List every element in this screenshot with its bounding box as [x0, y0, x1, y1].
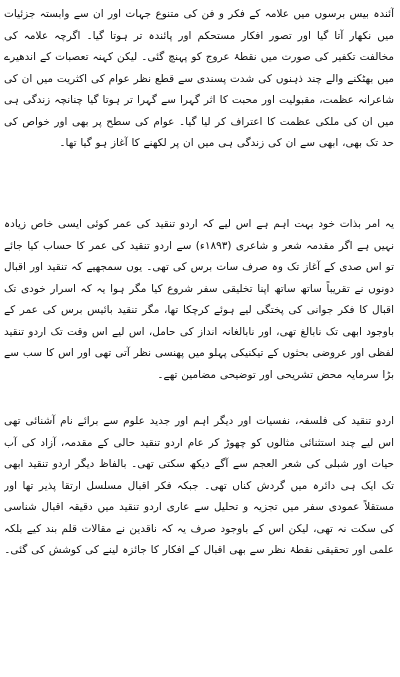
paragraph-3: اردو تنقید کی فلسفہ، نفسیات اور دیگر اہم اور جدید علوم سے برائے نام آشنائی تھی اس لیے چند استثنائی مثالوں کو چھوڑ کر عام اردو تنقید حالی کے مقدمہ، آزاد کی آب حیات اور شبلی کی شعر العجم سے آگے دیکھ سکتی تھی۔ بالفاظ دیگر اردو تنقید ابھی تک ایک ہی دائرہ میں گردش کناں تھی۔ جبکہ فکر اقبال مسلسل ارتقا پذیر تھا اور مستقلاً عمودی سفر میں تجزیہ و تحلیل سے عاری اردو تنقید میں دقیقہ اقبال شناسی کی سکت نہ تھی، لیکن اس کے باوجود صرف یہ کہ ناقدین نے مقالات قلم بند کیے بلکہ علمی اور تحقیقی نقطۂ نظر سے بھی اقبال کے افکار کا جائزہ لینے کی کوشش کی گئی۔: [4, 415, 394, 556]
paragraph-2: یہ امر بذات خود بہت اہم ہے اس لیے کہ اردو تنقید کی عمر کوئی ایسی خاص زیادہ نہیں ہے اگر مقدمہ شعر و شاعری (۱۸۹۳ء) سے اردو تنقید کی عمر کا حساب کیا جائے تو اس صدی کے آغاز تک وہ صرف سات برس کی تھی۔ یوں سمجھیے کہ تنقید اور اقبال دونوں نے تقریباً ساتھ ساتھ اپنا تخلیقی سفر شروع کیا مگر ہوا یہ کہ اسرار خودی تک اقبال کا فکر جوانی کی پختگی لیے ہوئے کرچکا تھا، مگر تنقید بائیس برس کی عمر کے باوجود ابھی تک نابالغ تھی، اور نابالغانہ انداز کی حامل، اس لیے اس وقت تک اردو تنقید لفظی اور عروضی بحثوں کے تیکنیکی پہلو میں پھنسی نظر آتی تھی اور اس کا سب سے بڑا سرمایہ محض تشریحی اور توضیحی مضامین تھے۔: [4, 218, 394, 381]
paragraph-1: آئندہ بیس برسوں میں علامہ کے فکر و فن کی متنوع جہات اور ان سے وابستہ جزئیات میں نکھار آتا گیا اور تصور افکار مستحکم اور پائندہ تر ہوتا گیا۔ اگرچہ علامہ کی مخالفت تکفیر کی صورت میں نقطۂ عروج کو پہنچ گئی۔ لیکن کہنہ تعصبات کے اندھیرے میں بھٹکنے والے چند ذہنوں کی شدت پسندی سے قطع نظر عوام کی اکثریت میں ان کی شاعرانہ عظمت، مقبولیت اور محبت کا اثر گہرا سے گہرا تر ہوتا گیا چنانچہ زندگی ہی میں ان کی ملکی عظمت کا اعتراف کر لیا گیا۔ عوام کی سطح پر بھی اور خواص کی حد تک بھی، ابھی سے ان کی زندگی ہی میں ان پر لکھنے کا آغاز ہو گیا تھا۔: [4, 8, 394, 149]
